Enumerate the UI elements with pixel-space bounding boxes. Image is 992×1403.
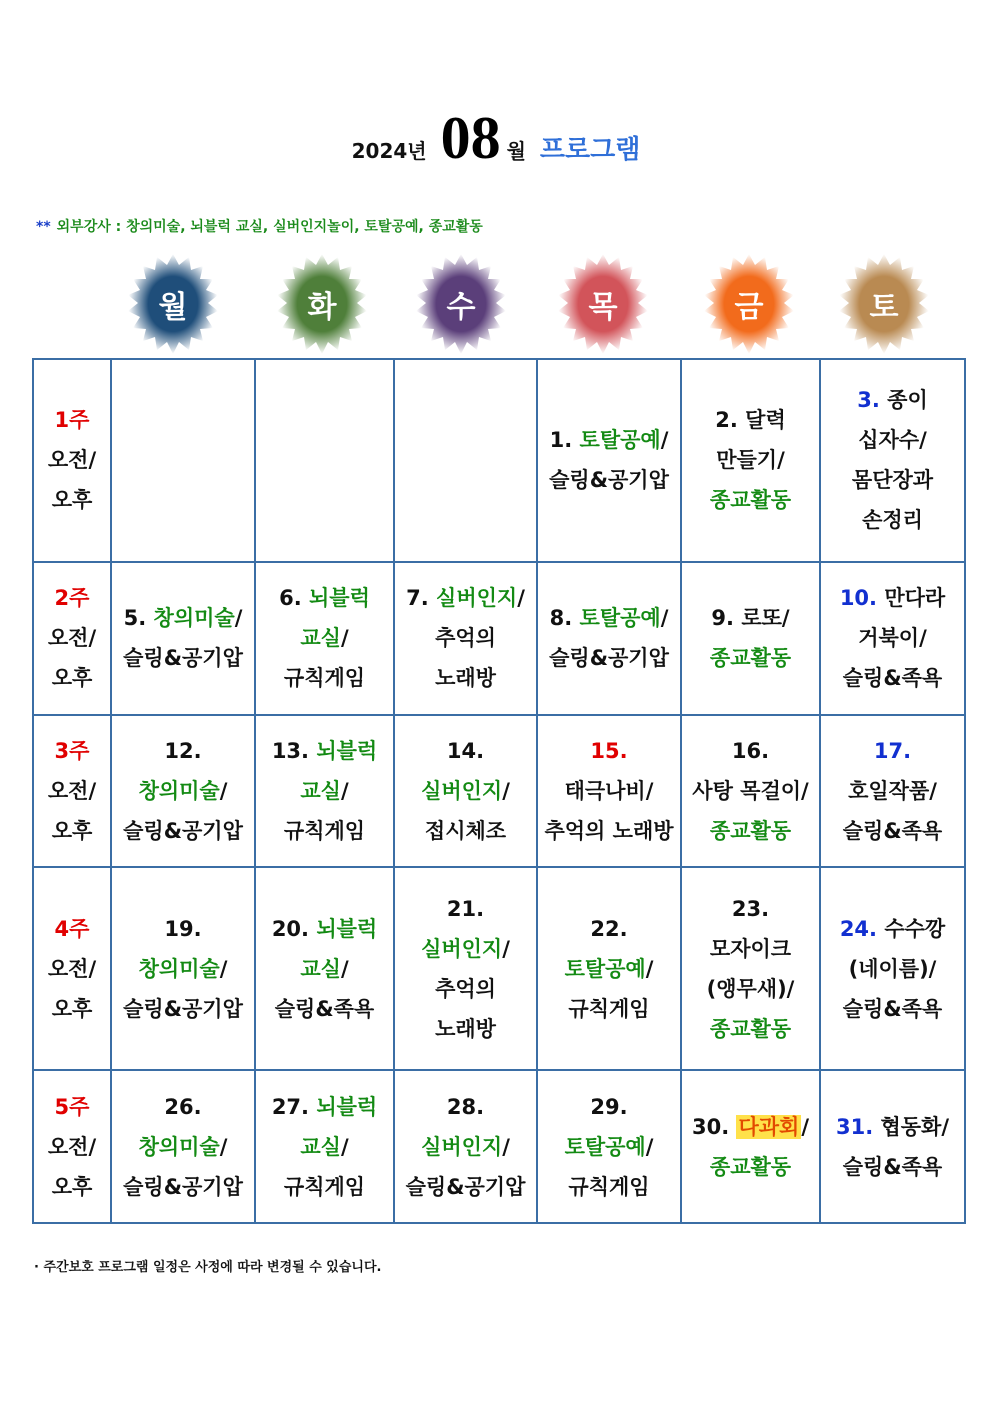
week-ampm: 오후 [51,666,93,691]
slash: / [502,778,510,803]
day-cell-2 [681,359,820,562]
day-number: 3. [857,388,880,413]
activity: 슬링&족욕 [842,666,943,691]
activity: 호일작품/ [848,778,937,803]
day-number: 31. [835,1114,874,1139]
slash: / [340,956,349,981]
day-cell-28 [394,1070,537,1223]
week-name: 2주 [54,586,90,611]
activity-external: 종교활동 [709,646,792,671]
week-ampm: 오후 [51,488,93,513]
title-program: 프로그램 [539,135,641,165]
activity-external: 창의미술 [138,778,220,803]
external-instructor-notice [36,216,483,236]
title-month-label: 월 [506,139,526,163]
day-number: 1. [549,428,573,453]
activity: 추억의 노래방 [544,818,674,843]
activity: 거북이/ [858,626,927,651]
activity: 규칙게임 [283,666,366,691]
activity: 만다라 [884,586,946,611]
day-cell-23 [681,867,820,1070]
activity-external: 토탈공예 [579,606,661,631]
day-number: 10. [839,586,878,611]
day-cell-6 [255,562,394,715]
activity-external: 종교활동 [709,488,792,513]
day-cell-empty [111,359,255,562]
day-number: 24. [839,916,878,941]
weekday-label: 목 [588,290,618,325]
program-calendar [32,358,966,1224]
activity: 슬링&족욕 [842,996,943,1021]
day-number: 9. [711,606,735,631]
slash: / [645,1134,654,1159]
activity: 슬링&공기압 [123,996,243,1021]
weekday-label: 금 [734,290,764,325]
slash: / [502,936,510,961]
calendar-row-week3 [33,715,965,868]
slash: / [660,606,669,631]
activity-external: 실버인지 [421,936,503,961]
activity-external: 토탈공예 [564,1134,646,1159]
day-number: 17. [873,738,912,763]
day-cell-1 [537,359,681,562]
activity: (네이름)/ [848,956,937,981]
week-name: 4주 [54,916,90,941]
activity-external: 뇌블럭 [316,916,378,941]
slash: / [340,778,349,803]
day-number: 19. [164,916,202,941]
activity: 규칙게임 [568,1174,650,1199]
activity-external: 실버인지 [421,1134,503,1159]
week-label-cell [33,1070,111,1223]
week-label-cell [33,715,111,868]
day-cell-3 [820,359,965,562]
day-cell-29 [537,1070,681,1223]
activity: 사탕 목걸이/ [692,778,809,803]
day-number: 22. [590,916,628,941]
activity-external: 종교활동 [709,1016,792,1041]
day-number: 16. [731,738,770,763]
day-number: 13. [271,738,310,763]
activity: 슬링&족욕 [842,1154,943,1179]
slash: / [340,1134,349,1159]
week-ampm: 오후 [51,996,93,1021]
activity: 슬링&족욕 [274,996,375,1021]
slash: / [645,956,654,981]
week-label-cell [33,359,111,562]
day-cell-empty [255,359,394,562]
calendar-row-week2 [33,562,965,715]
day-cell-10 [820,562,965,715]
slash: / [219,778,228,803]
activity: 슬링&공기압 [123,1174,243,1199]
activity: 추억의 [435,976,496,1001]
day-cell-27 [255,1070,394,1223]
week-ampm: 오전/ [47,626,97,651]
day-cell-19 [111,867,255,1070]
weekday-badge-fri [698,253,800,355]
activity-external: 뇌블럭 [316,738,378,763]
calendar-row-week4 [33,867,965,1070]
day-number: 30. [691,1114,730,1139]
day-cell-30 [681,1070,820,1223]
weekday-label: 토 [869,290,899,325]
day-number: 27. [271,1094,310,1119]
slash: / [219,956,228,981]
activity: 달력 [745,408,786,433]
week-name: 1주 [54,408,90,433]
day-cell-8 [537,562,681,715]
day-number: 7. [406,586,429,611]
activity-external: 교실 [300,626,341,651]
footnote: · 주간보호 프로그램 일정은 사정에 따라 변경될 수 있습니다. [34,1260,382,1275]
activity: 규칙게임 [568,996,650,1021]
day-cell-empty [394,359,537,562]
activity: 접시체조 [424,818,507,843]
day-cell-14 [394,715,537,868]
slash: / [801,1114,810,1139]
page-title [0,105,992,188]
activity: 몸단장과 [851,468,934,493]
activity: 슬링&족욕 [842,818,943,843]
activity-external: 뇌블럭 [316,1094,378,1119]
activity: 슬링&공기압 [549,646,669,671]
weekday-badges [0,253,992,357]
activity: 슬링&공기압 [405,1174,526,1199]
activity-external: 뇌블럭 [309,586,370,611]
slash: / [234,606,243,631]
day-number: 20. [271,916,310,941]
activity: 슬링&공기압 [549,468,669,493]
day-number: 26. [164,1094,202,1119]
activity: 추억의 [435,626,496,651]
slash: / [517,586,525,611]
day-number: 21. [446,896,485,921]
week-ampm: 오전/ [47,778,97,803]
activity: 태극나비/ [564,778,654,803]
activity-external: 창의미술 [138,956,220,981]
day-number: 29. [590,1094,628,1119]
day-number: 14. [446,738,485,763]
title-month: 08 [440,105,501,171]
day-cell-22 [537,867,681,1070]
activity: 로또/ [741,606,790,631]
day-number: 8. [549,606,573,631]
activity-highlighted: 다과회 [738,1114,800,1139]
title-year: 2024년 [351,139,427,163]
activity-external: 교실 [300,956,341,981]
activity: 슬링&공기압 [123,646,243,671]
activity-external: 종교활동 [709,1154,792,1179]
day-cell-24 [820,867,965,1070]
activity: 모자이크 [709,936,792,961]
day-number: 12. [164,738,202,763]
day-cell-7 [394,562,537,715]
activity: 슬링&공기압 [123,818,243,843]
slash: / [219,1134,228,1159]
weekday-label: 수 [446,290,476,325]
activity-external: 창의미술 [138,1134,220,1159]
day-number: 5. [123,606,147,631]
slash: / [340,626,349,651]
weekday-badge-tue [271,253,373,355]
weekday-badge-wed [410,253,512,355]
activity-external: 교실 [300,778,341,803]
activity: 노래방 [435,666,496,691]
activity-external: 창의미술 [153,606,235,631]
activity-external: 토탈공예 [564,956,646,981]
weekday-badge-mon [122,253,224,355]
weekday-badge-sat [833,253,935,355]
day-cell-9 [681,562,820,715]
day-cell-20 [255,867,394,1070]
slash: / [660,428,669,453]
day-cell-21 [394,867,537,1070]
notice-mark: ** [36,219,51,235]
day-cell-12 [111,715,255,868]
activity: 만들기/ [716,448,785,473]
day-cell-13 [255,715,394,868]
activity: 십자수/ [858,428,927,453]
week-name: 3주 [54,738,90,763]
calendar-row-week1 [33,359,965,562]
activity-external: 교실 [300,1134,341,1159]
day-number: 15. [590,738,628,763]
calendar-row-week5 [33,1070,965,1223]
activity: (앵무새)/ [706,976,795,1001]
weekday-label: 화 [307,290,337,325]
week-ampm: 오전/ [47,956,97,981]
activity: 손정리 [862,508,923,533]
day-cell-5 [111,562,255,715]
day-cell-26 [111,1070,255,1223]
activity: 협동화/ [880,1114,950,1139]
slash: / [502,1134,510,1159]
day-cell-16 [681,715,820,868]
week-ampm: 오후 [51,1174,93,1199]
day-number: 23. [731,896,770,921]
day-cell-17 [820,715,965,868]
activity: 규칙게임 [283,1174,366,1199]
day-number: 6. [279,586,302,611]
activity-external: 토탈공예 [579,428,661,453]
week-ampm: 오전/ [47,1134,97,1159]
day-number: 28. [446,1094,485,1119]
weekday-badge-thu [552,253,654,355]
week-label-cell [33,562,111,715]
activity-external: 실버인지 [421,778,503,803]
activity-external: 종교활동 [709,818,792,843]
weekday-label: 월 [158,290,188,325]
day-cell-31 [820,1070,965,1223]
activity: 종이 [887,388,928,413]
day-number: 2. [715,408,738,433]
activity: 노래방 [435,1016,496,1041]
week-label-cell [33,867,111,1070]
activity-external: 실버인지 [436,586,518,611]
week-ampm: 오전/ [47,448,97,473]
notice-text: 외부강사 : 창의미술, 뇌블럭 교실, 실버인지놀이, 토탈공예, 종교활동 [56,219,483,235]
week-name: 5주 [54,1094,90,1119]
activity: 규칙게임 [283,818,366,843]
week-ampm: 오후 [51,818,93,843]
day-cell-15 [537,715,681,868]
activity: 수수깡 [884,916,946,941]
